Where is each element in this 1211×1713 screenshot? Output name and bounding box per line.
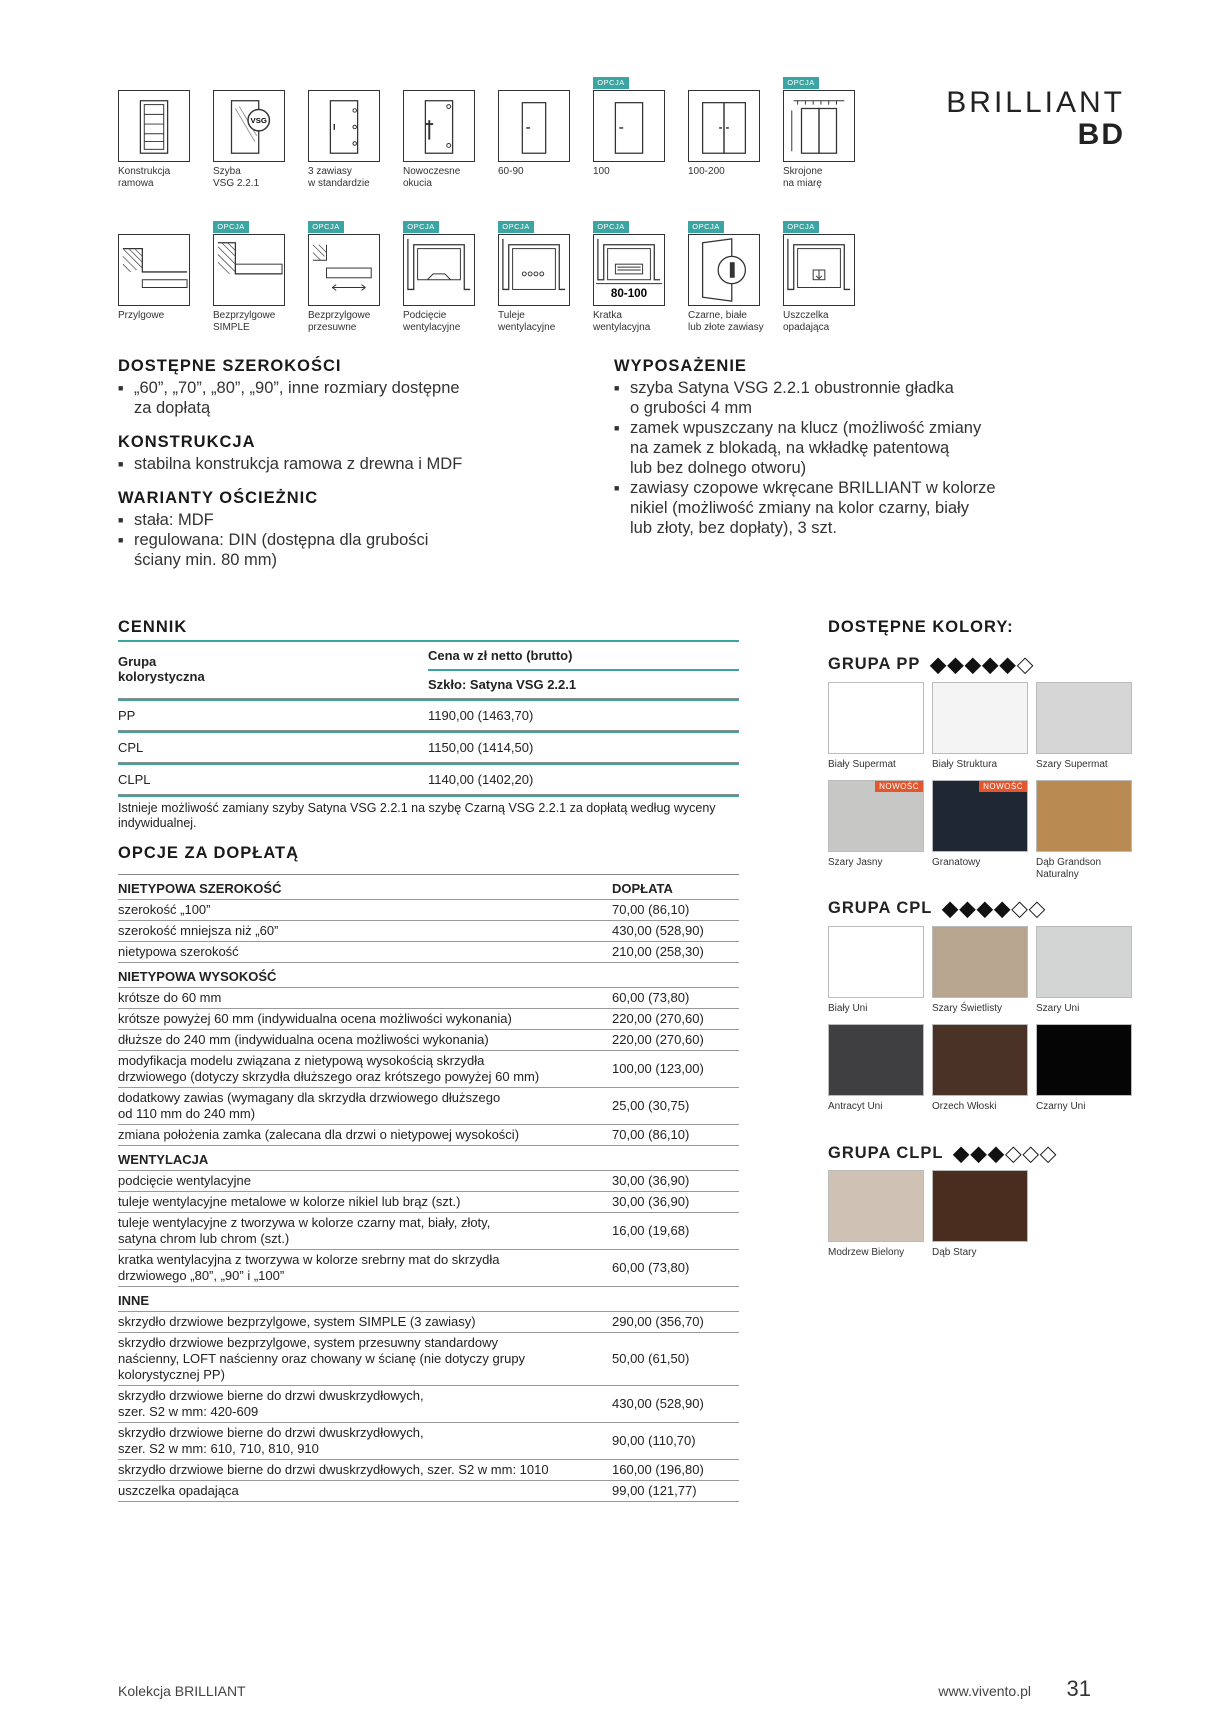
frames-item: ■ regulowana: DIN (dostępna dla grubości ściany min. 80 mm) xyxy=(118,530,558,570)
group-cell: PP xyxy=(118,708,136,723)
diamond-rating xyxy=(930,652,1034,677)
table-row: tuleje wentylacyjne metalowe w kolorze nikiel lub brąz (szt.) 30,00 (36,90) xyxy=(118,1192,739,1213)
feature-label: Uszczelka opadająca xyxy=(783,310,830,333)
color-group-header: Grupa kolorystyczna xyxy=(118,654,205,684)
widths-item: ■ „60”, „70”, „80”, „90”, inne rozmiary dostępne za dopłatą xyxy=(118,378,558,418)
group-cell: CLPL xyxy=(118,772,151,787)
hinge-detail-icon xyxy=(688,234,760,306)
diamond-icon: ◆ xyxy=(930,654,947,676)
table-row: dodatkowy zawias (wymagany dla skrzydła drzwiowego dłuższego od 110 mm do 240 mm) 25,00 (30,75) xyxy=(118,1088,739,1125)
swatch-color xyxy=(828,1170,924,1242)
feature-three-hinges xyxy=(308,76,403,208)
sliding-door-icon xyxy=(308,234,380,306)
colors-heading: DOSTĘPNE KOLORY: xyxy=(828,618,1014,636)
diamond-icon: ◆ xyxy=(953,1143,970,1165)
table-row: skrzydło drzwiowe bierne do drzwi dwuskrzydłowych, szer. S2 w mm: 1010 160,00 (196,80) xyxy=(118,1460,739,1481)
price-cell: 1190,00 (1463,70) xyxy=(428,708,534,723)
color-swatch[interactable]: Orzech Włoski xyxy=(932,1024,1028,1113)
diamond-icon: ◆ xyxy=(1011,898,1029,920)
specs-left xyxy=(118,356,558,584)
feature-vsg-glass xyxy=(213,76,308,208)
table-row: szerokość „100” 70,00 (86,10) xyxy=(118,900,739,921)
table-row: skrzydło drzwiowe bierne do drzwi dwuskrzydłowych, szer. S2 w mm: 610, 710, 810, 910 90,00 (110,70) xyxy=(118,1423,739,1460)
price-table xyxy=(118,640,739,831)
options-table xyxy=(118,874,739,1502)
color-swatch[interactable]: Modrzew Bielony xyxy=(828,1170,924,1259)
feature-width-100-200 xyxy=(688,76,783,208)
swatch-color xyxy=(932,926,1028,998)
color-group-cpl xyxy=(828,896,1047,921)
price-note: Istnieje możliwość zamiany szyby Satyna VSG 2.2.1 na szybę Czarną VSG 2.2.1 za dopłatą według wyceny indywidualnej. xyxy=(118,801,716,830)
rebated-profile-icon xyxy=(118,234,190,306)
opcja-badge: OPCJA xyxy=(783,77,819,89)
feature-label: Tuleje wentylacyjne xyxy=(498,310,556,333)
feature-colored-hinges xyxy=(688,220,783,352)
feature-width-60-90 xyxy=(498,76,593,208)
color-swatch[interactable]: Biały Supermat xyxy=(828,682,924,771)
opcja-badge: OPCJA xyxy=(403,221,439,233)
table-row: modyfikacja modelu związana z nietypową wysokością skrzydła drzwiowego (dotyczy skrzydła dłuższego oraz krótszego powyżej 60 mm) 100,00 (123,00) xyxy=(118,1051,739,1088)
opcja-badge: OPCJA xyxy=(688,221,724,233)
flush-profile-icon xyxy=(213,234,285,306)
feature-label: Kratka wentylacyjna xyxy=(593,310,651,333)
table-row xyxy=(118,765,739,795)
color-swatch[interactable]: NOWOŚĆ Szary Jasny xyxy=(828,780,924,869)
feature-label: Przylgowe xyxy=(118,310,165,321)
options-heading: OPCJE ZA DOPŁATĄ xyxy=(118,844,300,862)
vsg-glass-icon xyxy=(213,90,285,162)
table-row: skrzydło drzwiowe bierne do drzwi dwuskrzydłowych, szer. S2 w mm: 420-609 430,00 (528,90) xyxy=(118,1386,739,1423)
table-row: nietypowa szerokość 210,00 (258,30) xyxy=(118,942,739,963)
construction-heading: KONSTRUKCJA xyxy=(118,433,256,451)
surcharge-header: DOPŁATA xyxy=(612,881,673,896)
new-badge: NOWOŚĆ xyxy=(979,781,1027,792)
price-header: Cena w zł netto (brutto) xyxy=(428,648,573,663)
options-section-header xyxy=(118,1146,739,1171)
frames-heading: WARIANTY OŚCIEŻNIC xyxy=(118,489,319,507)
hinges-icon xyxy=(308,90,380,162)
widths-heading: DOSTĘPNE SZEROKOŚCI xyxy=(118,357,342,375)
diamond-icon: ◆ xyxy=(1017,654,1034,676)
feature-frame-construction xyxy=(118,76,213,208)
equipment-item: ■ zawiasy czopowe wkręcane BRILLIANT w kolorze nikiel (możliwość zmiany na kolor czarny, biały lub złoty, bez dopłaty), 3 szt. xyxy=(614,478,1074,538)
single-door-icon xyxy=(498,90,570,162)
diamond-icon: ◆ xyxy=(942,898,959,920)
table-row: szerokość mniejsza niż „60” 430,00 (528,90) xyxy=(118,921,739,942)
kratka-icon-text: 80-100 xyxy=(610,287,648,301)
group-name: GRUPA CPL xyxy=(828,899,933,917)
table-row: tuleje wentylacyjne z tworzywa w kolorze czarny mat, biały, złoty, satyna chrom lub chrom (szt.) 16,00 (19,68) xyxy=(118,1213,739,1250)
swatch-color xyxy=(1036,926,1132,998)
opcja-badge: OPCJA xyxy=(593,221,629,233)
feature-flush-simple xyxy=(213,220,308,352)
opcja-badge: OPCJA xyxy=(498,221,534,233)
door-handle-icon xyxy=(403,90,475,162)
double-door-icon xyxy=(688,90,760,162)
swatch-color xyxy=(828,1024,924,1096)
swatch-color xyxy=(828,926,924,998)
color-swatch[interactable]: Czarny Uni xyxy=(1036,1024,1132,1113)
swatch-color xyxy=(932,780,1028,852)
color-swatch[interactable]: Biały Struktura xyxy=(932,682,1028,771)
feature-icons-row-1 xyxy=(118,76,878,208)
swatch-color xyxy=(932,682,1028,754)
color-swatch[interactable]: Szary Uni xyxy=(1036,926,1132,1015)
feature-label: 3 zawiasy w standardzie xyxy=(308,166,370,189)
diamond-icon: ◆ xyxy=(977,898,994,920)
feature-label: Szyba VSG 2.2.1 xyxy=(213,166,260,189)
feature-label: 100-200 xyxy=(688,166,725,177)
footer-website[interactable]: www.vivento.pl xyxy=(938,1683,1031,1699)
diamond-rating xyxy=(953,1141,1057,1166)
diamond-icon: ◆ xyxy=(999,654,1017,676)
frame-construction-icon xyxy=(118,90,190,162)
page-number: 31 xyxy=(1066,1676,1091,1701)
color-swatch[interactable]: Szary Supermat xyxy=(1036,682,1132,771)
feature-modern-fittings xyxy=(403,76,498,208)
price-table-header xyxy=(118,642,739,699)
price-cell: 1140,00 (1402,20) xyxy=(428,772,534,787)
group-name: GRUPA CLPL xyxy=(828,1144,944,1162)
feature-label: Bezprzylgowe SIMPLE xyxy=(213,310,276,333)
swatch-color xyxy=(932,1170,1028,1242)
diamond-rating xyxy=(942,896,1046,921)
section-title: WENTYLACJA xyxy=(118,1152,209,1167)
price-cell: 1150,00 (1414,50) xyxy=(428,740,534,755)
color-swatch[interactable]: Dąb Grandson Naturalny xyxy=(1036,780,1132,881)
diamond-icon: ◆ xyxy=(965,654,982,676)
table-row: krótsze powyżej 60 mm (indywidualna ocena możliwości wykonania) 220,00 (270,60) xyxy=(118,1009,739,1030)
feature-ventilation-sleeves xyxy=(498,220,593,352)
color-swatch[interactable]: Dąb Stary xyxy=(932,1170,1028,1259)
model-name: BD xyxy=(1077,118,1125,151)
section-title: NIETYPOWA SZEROKOŚĆ xyxy=(118,881,282,896)
feature-width-100 xyxy=(593,76,688,208)
product-title xyxy=(946,86,1125,152)
feature-label: Podcięcie wentylacyjne xyxy=(403,310,461,333)
specs-right xyxy=(614,356,1074,538)
color-group-pp xyxy=(828,652,1035,677)
opcja-badge: OPCJA xyxy=(308,221,344,233)
swatch-color xyxy=(1036,1024,1132,1096)
vsg-icon-text: VSG xyxy=(250,116,267,126)
feature-label: 60-90 xyxy=(498,166,524,177)
options-section-header xyxy=(118,1287,739,1312)
feature-label: Nowoczesne okucia xyxy=(403,166,461,189)
section-title: INNE xyxy=(118,1293,150,1308)
options-section-header xyxy=(118,963,739,988)
table-row: uszczelka opadająca 99,00 (121,77) xyxy=(118,1481,739,1502)
undercut-icon xyxy=(403,234,475,306)
table-row: dłuższe do 240 mm (indywidualna ocena możliwości wykonania) 220,00 (270,60) xyxy=(118,1030,739,1051)
diamond-icon: ◆ xyxy=(1029,898,1046,920)
table-row: skrzydło drzwiowe bezprzylgowe, system przesuwny standardowy naścienny, LOFT naścienny oraz chowany w ścianę (nie dotyczy grupy kolorystycznej PP) 50,00 (61,50) xyxy=(118,1333,739,1386)
opcja-badge: OPCJA xyxy=(783,221,819,233)
diamond-icon: ◆ xyxy=(959,898,977,920)
feature-label: Czarne, białe lub złote zawiasy xyxy=(688,310,764,333)
frames-item: ■ stała: MDF xyxy=(118,510,558,530)
glass-header: Szkło: Satyna VSG 2.2.1 xyxy=(428,677,577,692)
section-title: NIETYPOWA WYSOKOŚĆ xyxy=(118,969,277,984)
diamond-icon: ◆ xyxy=(1022,1143,1040,1165)
swatch-color xyxy=(1036,780,1132,852)
feature-custom-size xyxy=(783,76,878,208)
new-badge: NOWOŚĆ xyxy=(875,781,923,792)
opcja-badge: OPCJA xyxy=(593,77,629,89)
swatch-color xyxy=(932,1024,1028,1096)
equipment-heading: WYPOSAŻENIE xyxy=(614,357,747,375)
feature-label: Skrojone na miarę xyxy=(783,166,823,189)
table-row: zmiana położenia zamka (zalecana dla drzwi o nietypowej wysokości) 70,00 (86,10) xyxy=(118,1125,739,1146)
color-swatch[interactable]: NOWOŚĆ Granatowy xyxy=(932,780,1028,869)
group-name: GRUPA PP xyxy=(828,655,921,673)
color-swatch[interactable]: Szary Świetlisty xyxy=(932,926,1028,1015)
feature-icons-row-2 xyxy=(118,220,878,352)
price-list-heading: CENNIK xyxy=(118,618,188,636)
footer-collection: Kolekcja BRILLIANT xyxy=(118,1683,246,1699)
drop-seal-icon xyxy=(783,234,855,306)
feature-icons xyxy=(118,76,878,364)
feature-ventilation-grille xyxy=(593,220,688,352)
feature-label: 100 xyxy=(593,166,610,177)
grille-icon xyxy=(593,234,665,306)
construction-item: ■ stabilna konstrukcja ramowa z drewna i MDF xyxy=(118,454,558,474)
feature-label: Konstrukcja ramowa xyxy=(118,166,171,189)
feature-label: Bezprzylgowe przesuwne xyxy=(308,310,371,333)
swatch-color xyxy=(1036,682,1132,754)
options-section-header xyxy=(118,875,739,900)
color-swatch[interactable]: Antracyt Uni xyxy=(828,1024,924,1113)
equipment-item: ■ zamek wpuszczany na klucz (możliwość zmiany na zamek z blokadą, na wkładkę patentową lub bez dolnego otworu) xyxy=(614,418,1074,478)
table-row: kratka wentylacyjna z tworzywa w kolorze srebrny mat do skrzydła drzwiowego „80”, „90” i „100” 60,00 (73,80) xyxy=(118,1250,739,1287)
diamond-icon: ◆ xyxy=(982,654,999,676)
equipment-item: ■ szyba Satyna VSG 2.2.1 obustronnie gładka o grubości 4 mm xyxy=(614,378,1074,418)
opcja-badge: OPCJA xyxy=(213,221,249,233)
diamond-icon: ◆ xyxy=(988,1143,1005,1165)
swatch-color xyxy=(828,682,924,754)
swatch-color xyxy=(828,780,924,852)
diamond-icon: ◆ xyxy=(1005,1143,1022,1165)
group-cell: CPL xyxy=(118,740,144,755)
wide-door-icon xyxy=(593,90,665,162)
table-row: skrzydło drzwiowe bezprzylgowe, system SIMPLE (3 zawiasy) 290,00 (356,70) xyxy=(118,1312,739,1333)
table-row xyxy=(118,733,739,763)
diamond-icon: ◆ xyxy=(994,898,1011,920)
diamond-icon: ◆ xyxy=(970,1143,988,1165)
color-group-clpl xyxy=(828,1141,1058,1166)
color-swatch[interactable]: Biały Uni xyxy=(828,926,924,1015)
feature-flush-sliding xyxy=(308,220,403,352)
sleeves-icon xyxy=(498,234,570,306)
feature-drop-seal xyxy=(783,220,878,352)
diamond-icon: ◆ xyxy=(947,654,965,676)
table-row: krótsze do 60 mm 60,00 (73,80) xyxy=(118,988,739,1009)
table-row xyxy=(118,701,739,731)
feature-rebated xyxy=(118,220,213,352)
diamond-icon: ◆ xyxy=(1040,1143,1057,1165)
custom-size-icon xyxy=(783,90,855,162)
brand-name: BRILLIANT xyxy=(946,86,1125,119)
feature-ventilation-undercut xyxy=(403,220,498,352)
table-row: podcięcie wentylacyjne 30,00 (36,90) xyxy=(118,1171,739,1192)
